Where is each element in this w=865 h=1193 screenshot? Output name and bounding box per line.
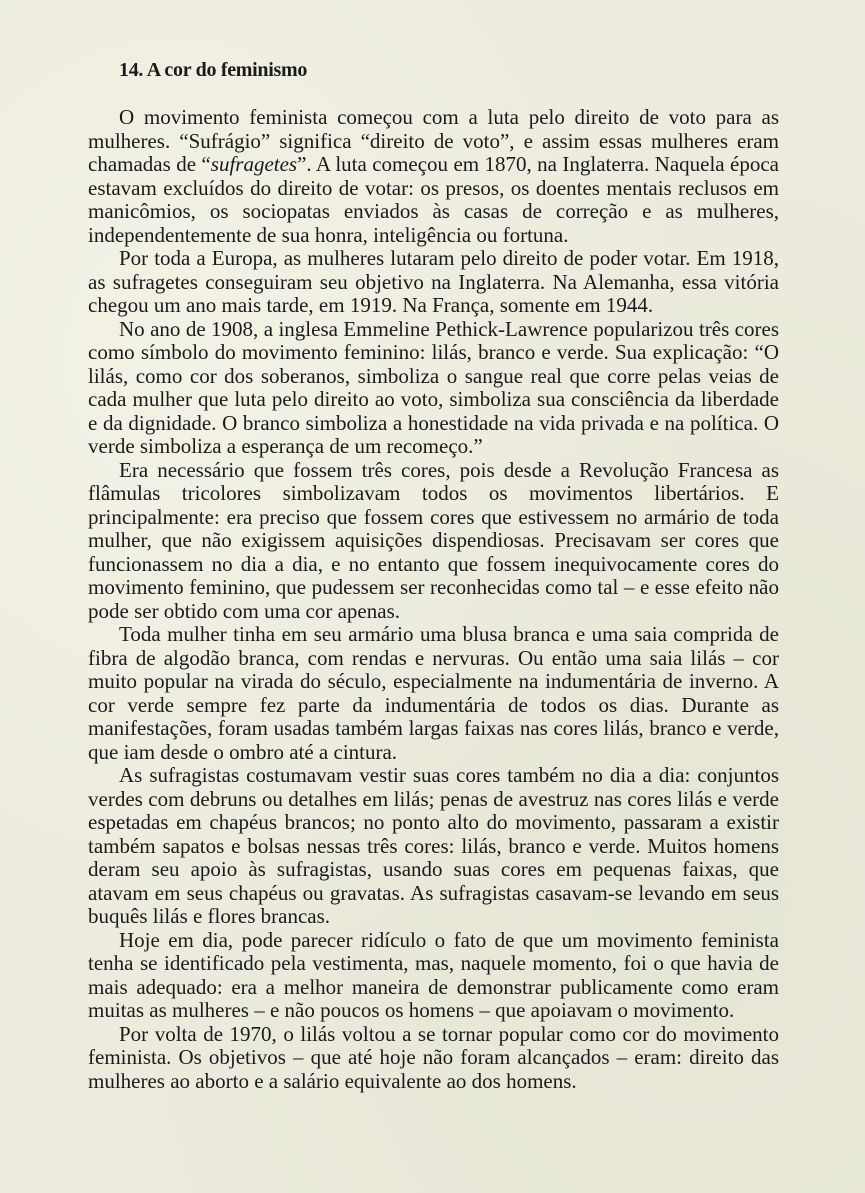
paragraph-text: Hoje em dia, pode parecer ridículo o fato de que um movimento feminista tenha se identificado pela vestimenta, mas, naquele momento, foi o que havia de mais adequado: era a melhor maneira de demonstrar publicamente como eram muitas as mulheres – e não poucos os homens – que apoiavam o movimento. (88, 927, 779, 1022)
paragraph-text: Toda mulher tinha em seu armário uma blusa branca e uma saia comprida de fibra de algodão branca, com rendas e nervuras. Ou então uma saia lilás – cor muito popular na virada do século, especialmente na indumentária de inverno. A cor verde sempre fez parte da indumentária de todos os dias. Durante as manifestações, foram usadas também largas faixas nas cores lilás, branco e verde, que iam desde o ombro até a cintura. (88, 622, 779, 764)
body-text (88, 106, 779, 1093)
paragraph-text: Por volta de 1970, o lilás voltou a se tornar popular como cor do movimento feminista. Os objetivos – que até hoje não foram alcançados – eram: direito das mulheres ao aborto e a salário equivalente ao dos homens. (88, 1021, 779, 1093)
paragraph (88, 106, 779, 247)
chapter-heading: 14. A cor do feminismo (119, 59, 308, 81)
paragraph (88, 623, 779, 764)
paragraph (88, 247, 779, 318)
paragraph-text: As sufragistas costumavam vestir suas cores também no dia a dia: conjuntos verdes com debruns ou detalhes em lilás; penas de avestruz nas cores lilás e verde espetadas em chapéus brancos; no ponto alto do movimento, passaram a existir também sapatos e bolsas nessas três cores: lilás, branco e verde. Muitos homens deram seu apoio às sufragistas, usando suas cores em pequenas faixas, que atavam em seus chapéus ou gravatas. As sufragistas casavam-se levando em seus buquês lilás e flores brancas. (88, 763, 779, 928)
paragraph (88, 764, 779, 929)
paragraph (88, 1023, 779, 1094)
paragraph-text: O movimento feminista começou com a luta pelo direito de voto para as mulheres. “Sufrágio” significa “direito de voto”, e assim essas mulheres eram chamadas de “ (88, 105, 779, 176)
paragraph-text: No ano de 1908, a inglesa Emmeline Pethick-Lawrence popularizou três cores como símbolo do movimento feminino: lilás, branco e verde. Sua explicação: “O lilás, como cor dos soberanos, simboliza o sangue real que corre pelas veias de cada mulher que luta pelo direito ao voto, simboliza sua consciência da liberdade e da dignidade. O branco simboliza a honestidade na vida privada e na política. O verde simboliza a esperança de um recomeço.” (88, 316, 779, 458)
paragraph-text: Por toda a Europa, as mulheres lutaram pelo direito de poder votar. Em 1918, as sufragetes conseguiram seu objetivo na Inglaterra. Na Alemanha, essa vitória chegou um ano mais tarde, em 1919. Na França, somente em 1944. (88, 246, 779, 317)
paragraph (88, 929, 779, 1023)
paragraph (88, 318, 779, 459)
text-block (88, 58, 779, 1093)
italic-term: sufragetes (210, 152, 298, 176)
paragraph-text: ”. A luta começou em 1870, na Inglaterra. Naquela época estavam excluídos do direito de votar: os presos, os doentes mentais reclusos em manicômios, os sociopatas enviados às casas de correção e as mulheres, independentemente de sua honra, inteligência ou fortuna. (88, 152, 780, 247)
paragraph (88, 459, 779, 624)
paragraph-text: Era necessário que fossem três cores, pois desde a Revolução Francesa as flâmulas tricolores simbolizavam todos os movimentos libertários. E principalmente: era preciso que fossem cores que estivessem no armário de toda mulher, que não exigissem aquisições dispendiosas. Precisavam ser cores que funcionassem no dia a dia, e no entanto que fossem inequivocamente cores do movimento feminino, que pudessem ser reconhecidas como tal – e esse efeito não pode ser obtido com uma cor apenas. (88, 457, 779, 623)
